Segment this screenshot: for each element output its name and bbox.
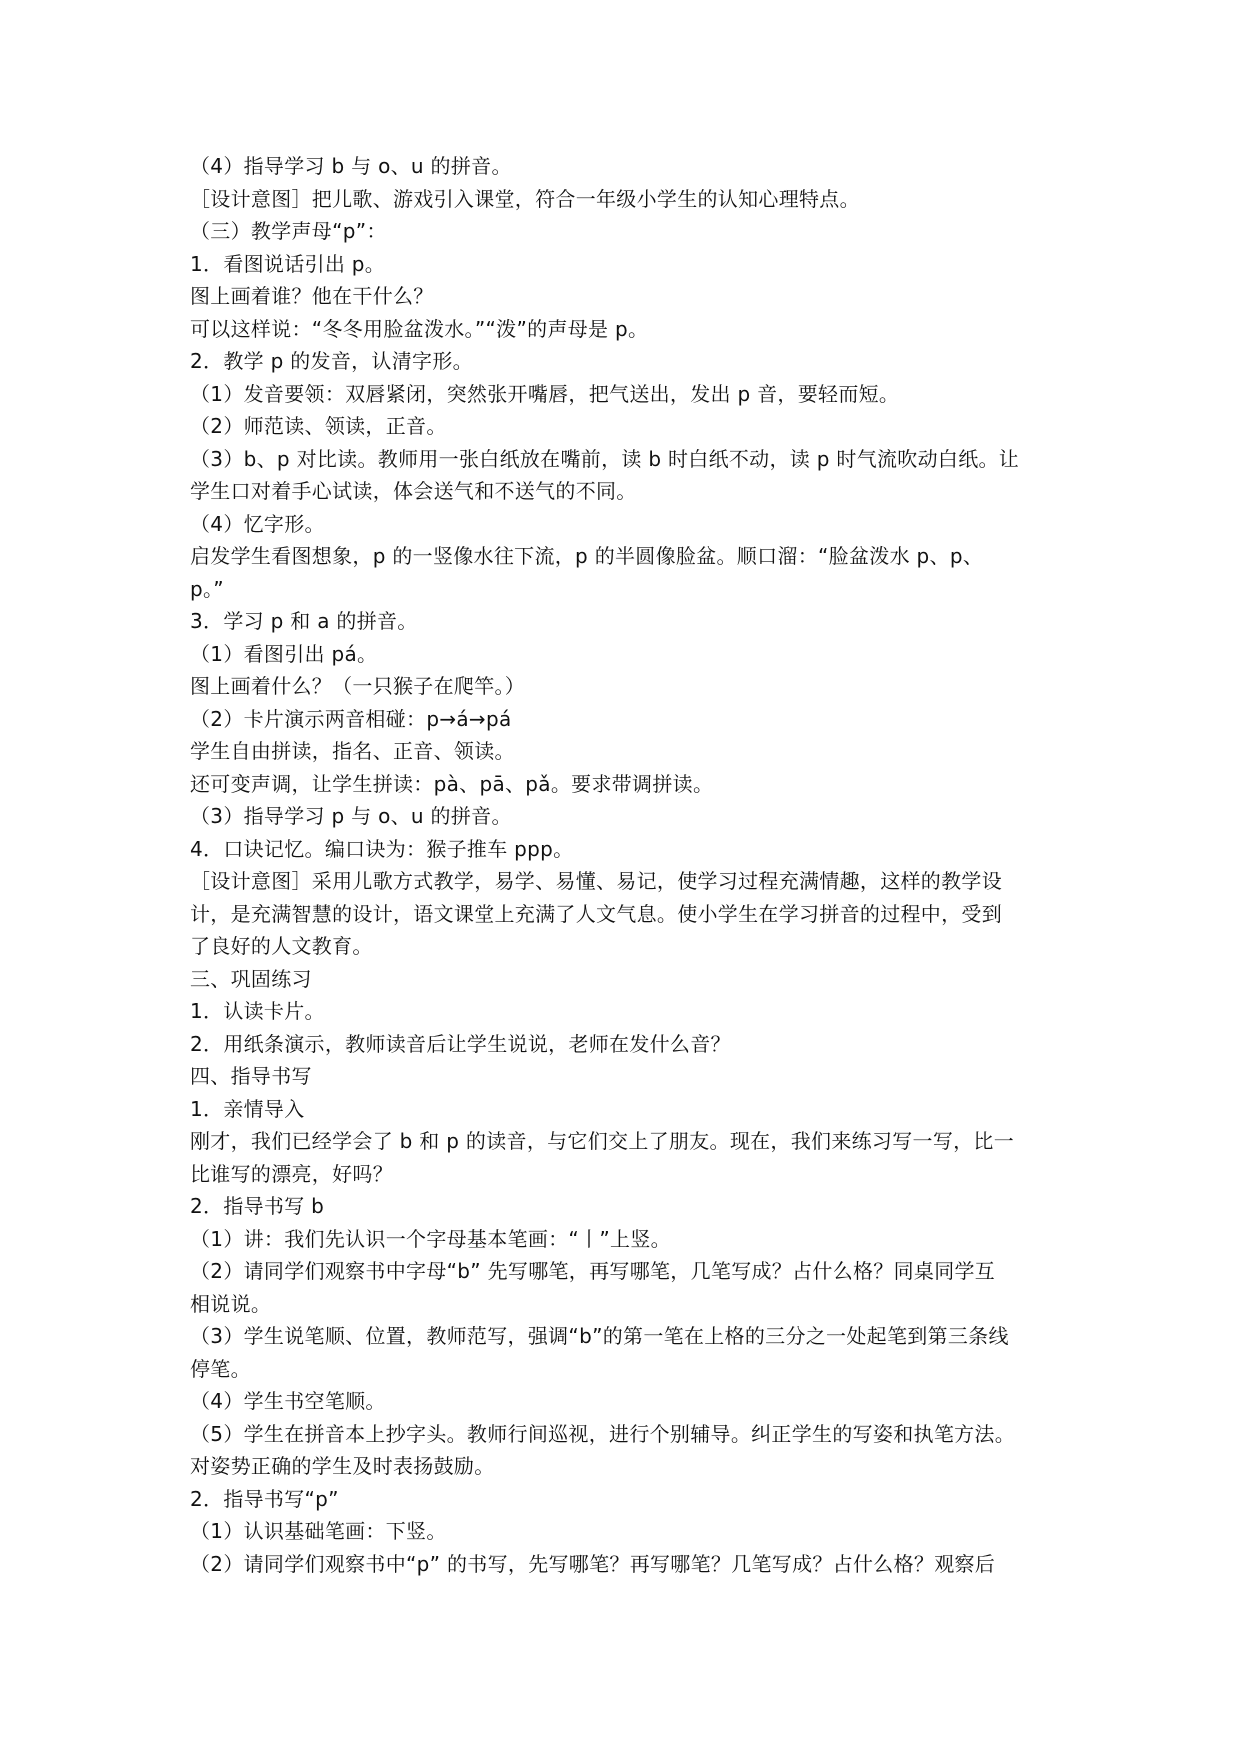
text-line: 相说说。 — [190, 1291, 272, 1316]
text-line: （1）讲：我们先认识一个字母基本笔画：“丨”上竖。 — [190, 1226, 671, 1251]
text-line: （4）忆字形。 — [190, 511, 325, 536]
text-line: （4）指导学习 b 与 o、u 的拼音。 — [190, 154, 512, 178]
text-line: 2．教学 p 的发音，认清字形。 — [190, 349, 473, 373]
text-line: （3）指导学习 p 与 o、u 的拼音。 — [190, 804, 512, 828]
text-line: （3）b、p 对比读。教师用一张白纸放在嘴前，读 b 时白纸不动，读 p 时气流吹动白纸。让 — [190, 446, 1020, 471]
text-line: （1）认识基础笔画：下竖。 — [190, 1519, 447, 1543]
text-line: 4．口诀记忆。编口诀为：猴子推车 ppp。 — [190, 836, 574, 861]
text-line: 1．看图说话引出 p。 — [190, 251, 386, 276]
text-line: 学生口对着手心试读，体会送气和不送气的不同。 — [190, 479, 637, 503]
text-line: （2）卡片演示两音相碰：p→á→pá — [190, 706, 512, 731]
text-line: 2．用纸条演示，教师读音后让学生说说，老师在发什么音？ — [190, 1031, 731, 1056]
text-line: p。” — [190, 576, 224, 601]
text-line: 1．认读卡片。 — [190, 999, 325, 1023]
text-line: 了良好的人文教育。 — [190, 934, 373, 958]
text-line: 1．亲情导入 — [190, 1096, 305, 1121]
text-line: 图上画着谁？他在干什么？ — [190, 284, 434, 308]
text-line: 对姿势正确的学生及时表扬鼓励。 — [190, 1454, 495, 1478]
text-line: 还可变声调，让学生拼读：pà、pā、pǎ。要求带调拼读。 — [190, 771, 714, 796]
text-line: 比谁写的漂亮，好吗？ — [190, 1161, 393, 1186]
text-line: 刚才，我们已经学会了 b 和 p 的读音，与它们交上了朋友。现在，我们来练习写一写，比一 — [190, 1129, 1015, 1153]
text-line: （三）教学声母“p”： — [190, 219, 387, 243]
text-line: 可以这样说：“冬冬用脸盆泼水。”“泼”的声母是 p。 — [190, 316, 649, 341]
text-line: 学生自由拼读，指名、正音、领读。 — [190, 739, 515, 763]
text-line: 2．指导书写 b — [190, 1194, 325, 1218]
text-line: ［设计意图］把儿歌、游戏引入课堂，符合一年级小学生的认知心理特点。 — [190, 186, 860, 211]
text-line: 四、指导书写 — [190, 1064, 312, 1088]
text-line: 停笔。 — [190, 1356, 251, 1381]
text-line: 启发学生看图想象，p 的一竖像水往下流，p 的半圆像脸盆。顺口溜：“脸盆泼水 p、p、 — [190, 544, 984, 568]
text-line: （2）师范读、领读，正音。 — [190, 414, 447, 438]
text-line: （1）看图引出 pá。 — [190, 641, 378, 666]
text-line: （4）学生书空笔顺。 — [190, 1389, 386, 1413]
text-line: （5）学生在拼音本上抄字头。教师行间巡视，进行个别辅导。纠正学生的写姿和执笔方法。 — [190, 1421, 1016, 1446]
text-line: 三、巩固练习 — [190, 966, 312, 991]
text-line: 3．学习 p 和 a 的拼音。 — [190, 609, 418, 633]
text-line: ［设计意图］采用儿歌方式教学，易学、易懂、易记，使学习过程充满情趣，这样的教学设 — [190, 869, 1002, 893]
document-body — [190, 150, 1060, 1580]
text-line: 图上画着什么？（一只猴子在爬竿。） — [190, 674, 526, 698]
text-line: （1）发音要领：双唇紧闭，突然张开嘴唇，把气送出，发出 p 音，要轻而短。 — [190, 381, 900, 406]
text-line: （2）请同学们观察书中“p” 的书写，先写哪笔？再写哪笔？几笔写成？占什么格？观察后 — [190, 1551, 996, 1576]
text-line: （2）请同学们观察书中字母“b” 先写哪笔，再写哪笔，几笔写成？占什么格？同桌同学互 — [190, 1259, 996, 1283]
text-line: 2．指导书写“p” — [190, 1486, 339, 1511]
text-line: （3）学生说笔顺、位置，教师范写，强调“b”的第一笔在上格的三分之一处起笔到第三条线 — [190, 1324, 1009, 1348]
text-line: 计，是充满智慧的设计，语文课堂上充满了人文气息。使小学生在学习拼音的过程中，受到 — [190, 901, 1002, 926]
